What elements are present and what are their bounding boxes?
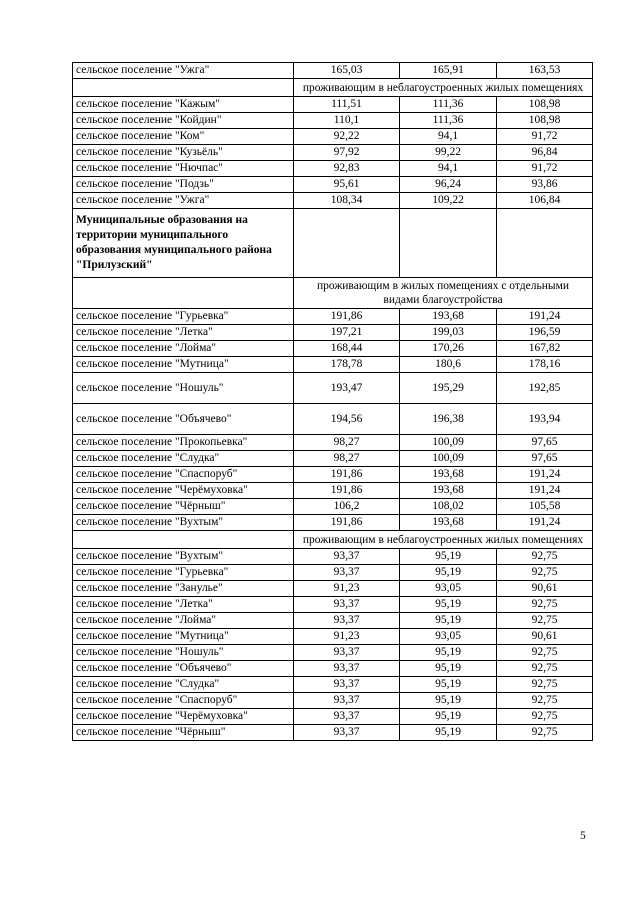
value-cell: 193,68: [400, 309, 497, 325]
settlement-name: сельское поселение "Лойма": [73, 613, 294, 629]
value-cell: 163,53: [497, 63, 593, 79]
value-cell: 93,37: [294, 597, 400, 613]
empty-cell: [400, 209, 497, 278]
value-cell: 95,19: [400, 725, 497, 741]
settlement-name: сельское поселение "Гурьевка": [73, 565, 294, 581]
settlement-name: сельское поселение "Вухтым": [73, 515, 294, 531]
value-cell: 92,75: [497, 565, 593, 581]
value-cell: 93,86: [497, 177, 593, 193]
value-cell: 91,72: [497, 161, 593, 177]
value-cell: 108,34: [294, 193, 400, 209]
value-cell: 96,84: [497, 145, 593, 161]
value-cell: 94,1: [400, 129, 497, 145]
value-cell: 170,26: [400, 341, 497, 357]
table-row: [73, 613, 593, 629]
value-cell: 178,16: [497, 357, 593, 373]
value-cell: 191,24: [497, 483, 593, 499]
value-cell: 165,03: [294, 63, 400, 79]
table-row: [73, 97, 593, 113]
value-cell: 191,86: [294, 309, 400, 325]
value-cell: 92,75: [497, 661, 593, 677]
settlement-name: сельское поселение "Ношуль": [73, 645, 294, 661]
municipal-heading: Муниципальные образования на территории муниципального образования муниципального района "Прилузский": [73, 209, 294, 278]
value-cell: 90,61: [497, 581, 593, 597]
settlement-name: сельское поселение "Объячево": [73, 661, 294, 677]
value-cell: 92,75: [497, 709, 593, 725]
value-cell: 93,37: [294, 645, 400, 661]
value-cell: 91,72: [497, 129, 593, 145]
value-cell: 92,75: [497, 677, 593, 693]
value-cell: 191,24: [497, 467, 593, 483]
value-cell: 92,75: [497, 645, 593, 661]
value-cell: 97,65: [497, 451, 593, 467]
value-cell: 110,1: [294, 113, 400, 129]
value-cell: 94,1: [400, 161, 497, 177]
value-cell: 95,19: [400, 693, 497, 709]
value-cell: 199,03: [400, 325, 497, 341]
value-cell: 105,58: [497, 499, 593, 515]
value-cell: 93,37: [294, 677, 400, 693]
table-row: [73, 357, 593, 373]
value-cell: 192,85: [497, 373, 593, 404]
value-cell: 194,56: [294, 404, 400, 435]
table-row: [73, 113, 593, 129]
value-cell: 95,19: [400, 597, 497, 613]
value-cell: 93,37: [294, 549, 400, 565]
value-cell: 191,24: [497, 515, 593, 531]
value-cell: 193,68: [400, 467, 497, 483]
value-cell: 191,24: [497, 309, 593, 325]
table-row: [73, 404, 593, 435]
value-cell: 191,86: [294, 483, 400, 499]
value-cell: 193,68: [400, 515, 497, 531]
value-cell: 197,21: [294, 325, 400, 341]
settlement-name: сельское поселение "Спаспоруб": [73, 467, 294, 483]
table-row: [73, 629, 593, 645]
table-row: [73, 645, 593, 661]
value-cell: 165,91: [400, 63, 497, 79]
value-cell: 95,19: [400, 661, 497, 677]
value-cell: 98,27: [294, 451, 400, 467]
table-row: [73, 325, 593, 341]
empty-cell: [73, 79, 294, 97]
table-row: [73, 435, 593, 451]
value-cell: 167,82: [497, 341, 593, 357]
value-cell: 191,86: [294, 467, 400, 483]
category-header: проживающим в жилых помещениях с отдельными видами благоустройства: [294, 278, 593, 309]
settlement-name: сельское поселение "Черёмуховка": [73, 483, 294, 499]
settlement-name: сельское поселение "Черёмуховка": [73, 709, 294, 725]
settlement-name: сельское поселение "Летка": [73, 597, 294, 613]
settlement-name: сельское поселение "Слудка": [73, 677, 294, 693]
table-row: [73, 467, 593, 483]
settlement-name: сельское поселение "Подзь": [73, 177, 294, 193]
table-row: [73, 549, 593, 565]
empty-cell: [73, 278, 294, 309]
value-cell: 100,09: [400, 451, 497, 467]
value-cell: 91,23: [294, 581, 400, 597]
value-cell: 193,94: [497, 404, 593, 435]
settlement-name: сельское поселение "Кажым": [73, 97, 294, 113]
empty-cell: [294, 209, 400, 278]
settlement-name: сельское поселение "Лойма": [73, 341, 294, 357]
value-cell: 95,19: [400, 709, 497, 725]
value-cell: 109,22: [400, 193, 497, 209]
category-header: проживающим в неблагоустроенных жилых помещениях: [294, 531, 593, 549]
settlement-name: сельское поселение "Чёрныш": [73, 725, 294, 741]
settlement-name: сельское поселение "Вухтым": [73, 549, 294, 565]
settlement-name: сельское поселение "Нючпас": [73, 161, 294, 177]
table-row: [73, 565, 593, 581]
settlement-name: сельское поселение "Прокопьевка": [73, 435, 294, 451]
value-cell: 178,78: [294, 357, 400, 373]
value-cell: 92,75: [497, 693, 593, 709]
value-cell: 99,22: [400, 145, 497, 161]
table-row: [73, 677, 593, 693]
settlement-name: сельское поселение "Ужга": [73, 193, 294, 209]
table-row: [73, 483, 593, 499]
category-header-row: [73, 278, 593, 309]
table-row: [73, 709, 593, 725]
value-cell: 193,68: [400, 483, 497, 499]
value-cell: 92,75: [497, 549, 593, 565]
table-row: [73, 161, 593, 177]
value-cell: 97,65: [497, 435, 593, 451]
value-cell: 92,75: [497, 725, 593, 741]
table-row: [73, 129, 593, 145]
value-cell: 91,23: [294, 629, 400, 645]
value-cell: 95,19: [400, 549, 497, 565]
settlement-name: сельское поселение "Слудка": [73, 451, 294, 467]
value-cell: 100,09: [400, 435, 497, 451]
settlement-name: сельское поселение "Спаспоруб": [73, 693, 294, 709]
value-cell: 93,37: [294, 565, 400, 581]
value-cell: 196,38: [400, 404, 497, 435]
category-header: проживающим в неблагоустроенных жилых помещениях: [294, 79, 593, 97]
table-row: [73, 309, 593, 325]
settlement-name: сельское поселение "Занулье": [73, 581, 294, 597]
table-row: [73, 145, 593, 161]
table-row: [73, 515, 593, 531]
value-cell: 195,29: [400, 373, 497, 404]
table-row: [73, 581, 593, 597]
empty-cell: [73, 531, 294, 549]
table-row: [73, 341, 593, 357]
tariff-table-body: [73, 63, 593, 741]
value-cell: 106,2: [294, 499, 400, 515]
settlement-name: сельское поселение "Ком": [73, 129, 294, 145]
value-cell: 108,98: [497, 97, 593, 113]
table-row: [73, 177, 593, 193]
value-cell: 95,61: [294, 177, 400, 193]
empty-cell: [497, 209, 593, 278]
value-cell: 111,51: [294, 97, 400, 113]
category-header-row: [73, 531, 593, 549]
table-row: [73, 499, 593, 515]
settlement-name: сельское поселение "Мутница": [73, 629, 294, 645]
page-number: 5: [580, 830, 586, 842]
value-cell: 191,86: [294, 515, 400, 531]
settlement-name: сельское поселение "Койдин": [73, 113, 294, 129]
value-cell: 168,44: [294, 341, 400, 357]
value-cell: 93,05: [400, 629, 497, 645]
value-cell: 106,84: [497, 193, 593, 209]
settlement-name: сельское поселение "Кузьёль": [73, 145, 294, 161]
settlement-name: сельское поселение "Чёрныш": [73, 499, 294, 515]
value-cell: 93,05: [400, 581, 497, 597]
settlement-name: сельское поселение "Летка": [73, 325, 294, 341]
table-row: [73, 193, 593, 209]
value-cell: 97,92: [294, 145, 400, 161]
settlement-name: сельское поселение "Ужга": [73, 63, 294, 79]
value-cell: 108,02: [400, 499, 497, 515]
value-cell: 93,37: [294, 693, 400, 709]
municipal-heading-row: [73, 209, 593, 278]
value-cell: 93,37: [294, 725, 400, 741]
value-cell: 92,75: [497, 613, 593, 629]
value-cell: 95,19: [400, 565, 497, 581]
value-cell: 196,59: [497, 325, 593, 341]
category-header-row: [73, 79, 593, 97]
table-row: [73, 451, 593, 467]
value-cell: 108,98: [497, 113, 593, 129]
settlement-name: сельское поселение "Мутница": [73, 357, 294, 373]
value-cell: 96,24: [400, 177, 497, 193]
tariff-table: [72, 62, 593, 741]
value-cell: 93,37: [294, 709, 400, 725]
value-cell: 92,22: [294, 129, 400, 145]
value-cell: 111,36: [400, 97, 497, 113]
settlement-name: сельское поселение "Ношуль": [73, 373, 294, 404]
value-cell: 180,6: [400, 357, 497, 373]
table-row: [73, 725, 593, 741]
table-row: [73, 693, 593, 709]
value-cell: 90,61: [497, 629, 593, 645]
value-cell: 92,83: [294, 161, 400, 177]
value-cell: 193,47: [294, 373, 400, 404]
value-cell: 95,19: [400, 645, 497, 661]
value-cell: 111,36: [400, 113, 497, 129]
value-cell: 95,19: [400, 677, 497, 693]
table-row: [73, 597, 593, 613]
value-cell: 93,37: [294, 661, 400, 677]
table-row: [73, 661, 593, 677]
value-cell: 98,27: [294, 435, 400, 451]
settlement-name: сельское поселение "Гурьевка": [73, 309, 294, 325]
settlement-name: сельское поселение "Объячево": [73, 404, 294, 435]
value-cell: 95,19: [400, 613, 497, 629]
table-row: [73, 373, 593, 404]
value-cell: 93,37: [294, 613, 400, 629]
table-row: [73, 63, 593, 79]
value-cell: 92,75: [497, 597, 593, 613]
